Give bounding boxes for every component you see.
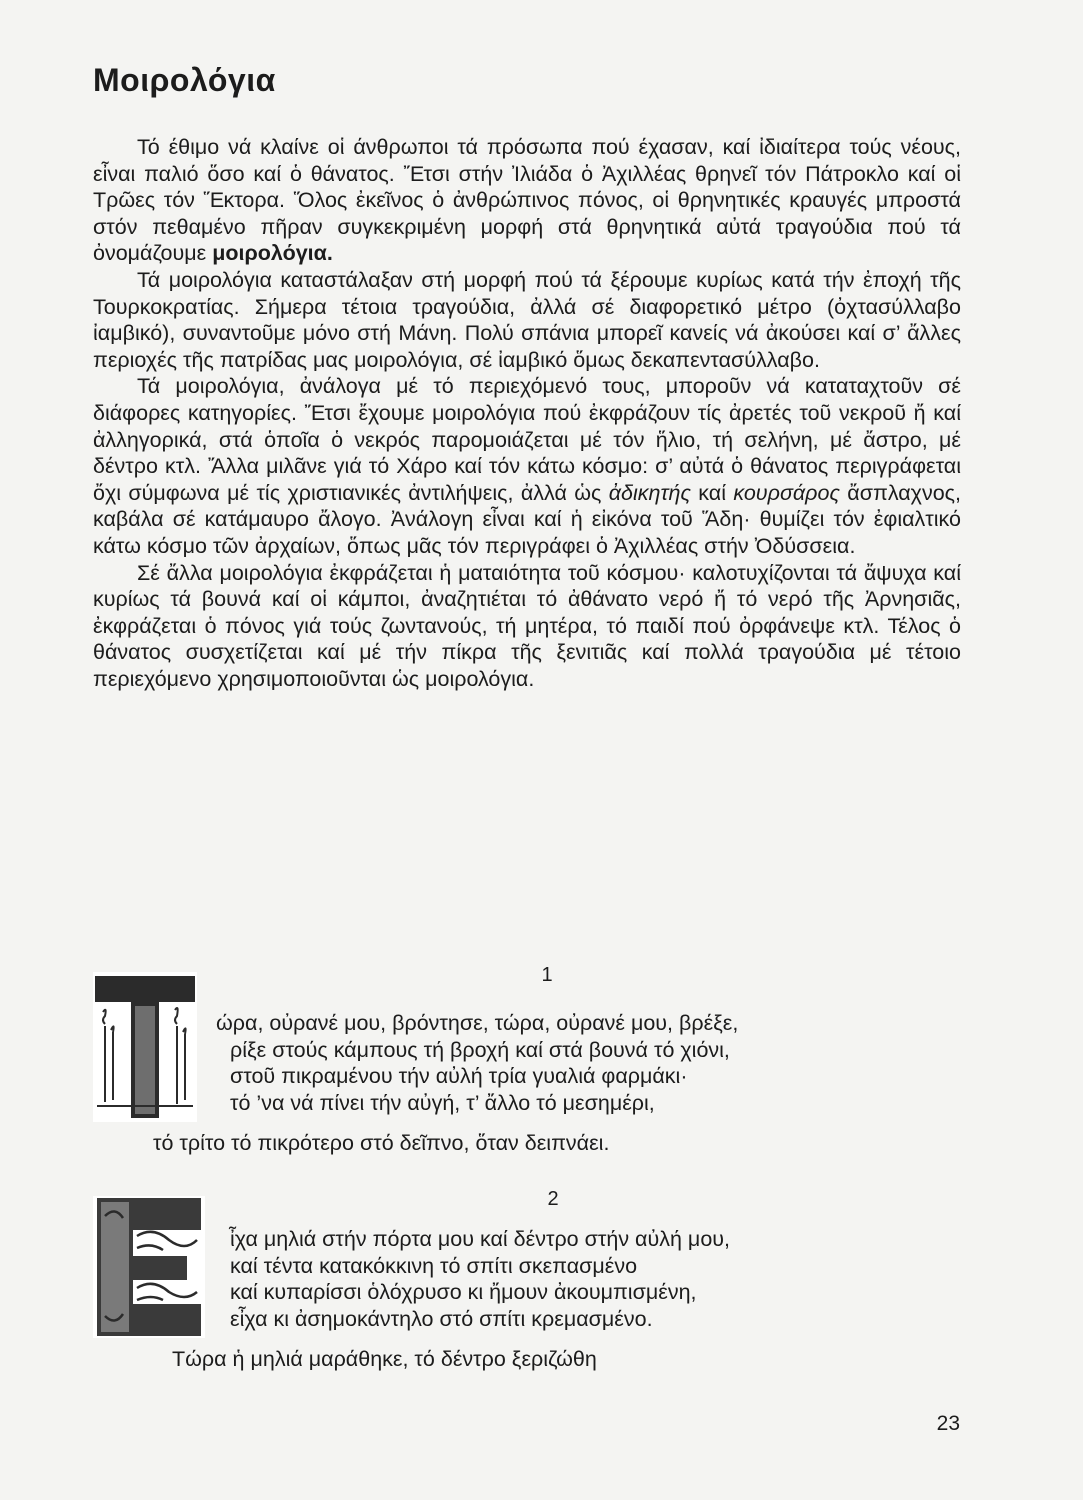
paragraph-3	[93, 373, 961, 559]
paragraph-3-text-c: ἄσπλαχνος, καβάλα σέ κατάμαυρο ἄλογο. Ἀνάλογη εἶναι καί ἡ εἰκόνα τοῦ Ἅδη· θυμίζει τόν ἐφιαλτικό κάτω κόσμο τῶν ἀρχαίων, ὅπως μᾶς τόν περιγράφει ὁ Ἀχιλλέας στήν Ὀδύσσεια.	[93, 480, 961, 558]
poem-2-line-2: καί τέντα κατακόκκινη τό σπίτι σκεπασμένο	[230, 1253, 638, 1278]
poem-2-line-4: εἶχα κι ἀσημοκάντηλο στό σπίτι κρεμασμένο.	[230, 1306, 653, 1331]
paragraph-1-bold-term: μοιρολόγια.	[212, 241, 333, 266]
poem-1-line-2: ρίξε στούς κάμπους τή βροχή καί στά βουνά τό χιόνι,	[230, 1037, 730, 1062]
paragraph-1-text: Τό έθιμο νά κλαίνε οἱ άνθρωποι τά πρόσωπα πού έχασαν, καί ἰδιαίτερα τούς νέους, εἶναι παλιό ὅσο καί ὁ θάνατος. Ἔτσι στήν Ἰλιάδα ὁ Ἀχιλλέας θρηνεῖ τόν Πάτροκλο καί οἱ Τρῶες τόν Ἕκτορα. Ὅλος ἐκεῖνος ὁ ἀνθρώπινος πόνος, οἱ θρηνητικές κραυγές μπροστά στόν πεθαμένο πῆραν συγκεκριμένη μορφή στά θρηνητικά αὐτά τραγούδια πού τά ὀνομάζουμε	[93, 135, 961, 266]
poem-1-last-line: τό τρίτο τό πικρότερο στό δεῖπνο, ὅταν δειπνάει.	[153, 1131, 610, 1155]
paragraph-3-text-a: Τά μοιρολόγια, ἀνάλογα μέ τό περιεχόμενό τους, μποροῦν νά καταταχτοῦν σέ διάφορες κατηγορίες. Ἔτσι ἔχουμε μοιρολόγια πού ἐκφράζουν τίς ἀρετές τοῦ νεκροῦ ἤ καί ἀλληγορικά, στά ὁποῖα ὁ νεκρός παρομοιάζεται μέ τόν ἥλιο, τή σελήνη, μέ ἄστρο, μέ δέντρο κτλ. Ἄλλα μιλᾶνε γιά τό Χάρο καί τόν κάτω κόσμο: σ’ αὐτά ὁ θάνατος περιγράφεται ὄχι σύμφωνα μέ τίς χριστιανικές ἀντιλήψεις, ἀλλά ὡς	[93, 374, 961, 505]
page-heading: Μοιρολόγια	[93, 62, 276, 98]
body-text	[93, 134, 961, 692]
poem-2-lines	[230, 1226, 730, 1332]
dropcap-tau-illustration	[93, 972, 197, 1122]
poem-1-line-1: ώρα, οὐρανέ μου, βρόντησε, τώρα, οὐρανέ μου, βρέξε,	[216, 1011, 739, 1035]
poem-2-line-3: καί κυπαρίσσι ὁλόχρυσο κι ἤμουν ἀκουμπισμένη,	[230, 1280, 697, 1305]
paragraph-2: Τά μοιρολόγια καταστάλαξαν στή μορφή πού τά ξέρουμε κυρίως κατά τήν ἐποχή τῆς Τουρκοκρατίας. Σήμερα τέτοια τραγούδια, ἀλλά σέ διαφορετικό μέτρο (ὀχτασύλλαβο ἰαμβικό), συναντοῦμε μόνο στή Μάνη. Πολύ σπάνια μπορεῖ κανείς νά ἀκούσει καί σ’ ἄλλες περιοχές τῆς πατρίδας μας μοιρολόγια, σέ ἰαμβικό ὅμως δεκαπεντασύλλαβο.	[93, 267, 961, 372]
paragraph-3-italic-1: ἀδικητής	[608, 480, 691, 505]
paragraph-3-italic-2: κουρσάρος	[733, 480, 840, 505]
dropcap-epsilon-illustration	[93, 1196, 205, 1338]
paragraph-4: Σέ ἄλλα μοιρολόγια ἐκφράζεται ἡ ματαιότητα τοῦ κόσμου· καλοτυχίζονται τά ἄψυχα καί κυρίως τά βουνά καί οἱ κάμποι, ἀναζητιέται τό ἀθάνατο νερό ἤ τό νερό τῆς Ἀρνησιᾶς, ἐκφράζεται ὁ πόνος γιά τούς ζωντανούς, τή μητέρα, τό παιδί πού ὀρφάνεψε κτλ. Τέλος ὁ θάνατος συσχετίζεται καί μέ τήν πίκρα τῆς ξενιτιᾶς καί πολλά τραγούδια μέ τέτοιο περιεχόμενο χρησιμοποιοῦνται ὡς μοιρολόγια.	[93, 560, 961, 691]
poem-2-line-1: ἶχα μηλιά στήν πόρτα μου καί δέντρο στήν αὐλή μου,	[230, 1227, 731, 1251]
page-number: 23	[936, 1412, 960, 1435]
poem-2-last-line: Τώρα ἡ μηλιά μαράθηκε, τό δέντρο ξεριζώθη	[172, 1347, 597, 1371]
poem-1-lines	[216, 1010, 738, 1116]
poem-1-line-3: στοῦ πικραμένου τήν αὐλή τρία γυαλιά φαρμάκι·	[230, 1064, 688, 1089]
paragraph-3-text-b: καί	[690, 480, 734, 505]
poem-1-line-4: τό ’να νά πίνει τήν αὐγή, τ’ ἄλλο τό μεσημέρι,	[230, 1090, 655, 1115]
poem-number: 1	[541, 964, 553, 986]
paragraph-1	[93, 134, 961, 267]
poem-number: 2	[547, 1188, 559, 1210]
